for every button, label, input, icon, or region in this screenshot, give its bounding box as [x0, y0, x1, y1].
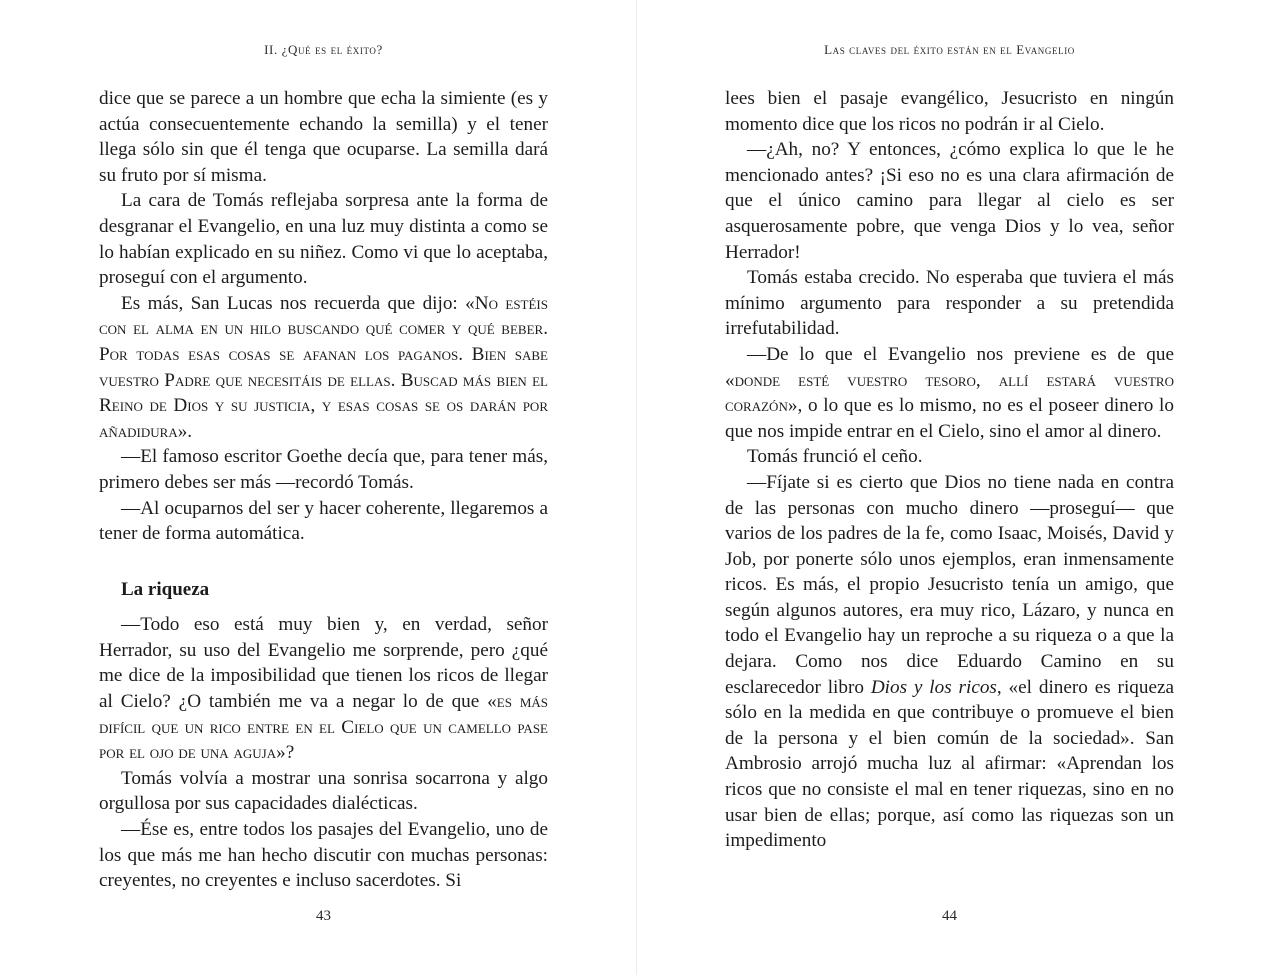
running-head-left: II. ¿Qué es el éxito?: [264, 42, 383, 57]
running-head-right: Las claves del éxito están en el Evangelio: [824, 42, 1075, 57]
left-page: [0, 0, 636, 975]
left-page-body: [99, 86, 548, 894]
paragraph: —Ése es, entre todos los pasajes del Evangelio, uno de los que más me han hecho discutir con muchas personas: creyentes, no creyentes e incluso sacerdotes. Si: [99, 819, 548, 892]
paragraph-text: ?: [285, 742, 295, 764]
paragraph: [99, 612, 548, 766]
book-title: Dios y los ricos: [870, 676, 997, 698]
paragraph: —Al ocuparnos del ser y hacer coherente, llegaremos a tener de forma automática.: [99, 497, 548, 545]
paragraph: —El famoso escritor Goethe decía que, para tener más, primero debes ser más —recordó Tomás.: [99, 446, 548, 493]
page-number-left: 43: [316, 908, 331, 924]
paragraph: lees bien el pasaje evangélico, Jesucristo en ningún momento dice que los ricos no podrán ir al Cielo.: [725, 88, 1174, 135]
paragraph-text: —De lo que el Evangelio nos previene es de que: [747, 343, 1174, 365]
paragraph: [99, 291, 548, 445]
paragraph-text: —Todo eso está muy bien y, en verdad, señor Herrador, su uso del Evangelio me sorprende, pero ¿qué me dice de la imposibilidad que tienen los ricos de llegar al Cielo? ¿O también me va a negar lo de que: [99, 614, 548, 713]
paragraph-text: , o lo que es lo mismo, no es el poseer dinero lo que nos impide entrar en el Cielo, sino el amor al dinero.: [725, 395, 1174, 442]
paragraph-text: , «el dinero es riqueza sólo en la medida en que contribuye o promueve el bien de la persona y el bien común de la sociedad». San Ambrosio arrojó mucha luz al afirmar: «Aprendan los ricos que no consiste el mal en tener riquezas, sino en no usar bien de ellas; porque, así como las riquezas son un impedimento: [725, 676, 1175, 852]
right-page: [637, 0, 1273, 975]
paragraph: La cara de Tomás reflejaba sorpresa ante la forma de desgranar el Evangelio, en una luz muy distinta a como se lo habían explicado en su niñez. Como vi que lo aceptaba, proseguí con el argumento.: [99, 190, 548, 289]
paragraph: Tomás frunció el ceño.: [747, 446, 923, 468]
gospel-quote: «donde esté vuestro tesoro, allí estará vuestro corazón»: [725, 369, 1174, 417]
gospel-quote: «es más difícil que un rico entre en el Cielo que un camello pase por el ojo de una aguja»: [99, 691, 548, 764]
right-page-body: [725, 86, 1174, 854]
paragraph-text: Es más, San Lucas nos recuerda que dijo:: [121, 292, 466, 314]
paragraph: —¿Ah, no? Y entonces, ¿cómo explica lo que le he mencionado antes? ¡Si eso no es una clara afirmación de que el único camino para llegar al cielo es ser asquerosamente pobre, que venga Dios y lo vea, señor Herrador!: [725, 139, 1174, 263]
paragraph: [725, 470, 1174, 854]
paragraph: dice que se parece a un hombre que echa la simiente (es y actúa consecuentemente echando la semilla) y el tener llega sólo sin que él tenga que ocuparse. La semilla dará su fruto por sí misma.: [99, 88, 548, 186]
paragraph-text: —Fíjate si es cierto que Dios no tiene nada en contra de las personas con mucho dinero —proseguí— que varios de los padres de la fe, como Isaac, Moisés, David y Job, por ponerte sólo unos ejemplos, eran inmensamente ricos. Es más, el propio Jesucristo tenía un amigo, que según algunos autores, era muy rico, Lázaro, y nunca en todo el Evangelio hay un reproche a su riqueza o a que la dejara. Como nos dice Eduardo Camino en su esclarecedor libro: [725, 471, 1174, 698]
gospel-quote: «No estéis con el alma en un hilo buscando qué comer y qué beber. Por todas esas cosas se afanan los paganos. Bien sabe vuestro Padre que necesitáis de ellas. Buscad más bien el Reino de Dios y su justicia, y esas cosas se os darán por añadidura».: [99, 292, 548, 442]
page-number-right: 44: [942, 908, 957, 924]
paragraph: Tomás estaba crecido. No esperaba que tuviera el más mínimo argumento para responder a su pretendida irrefutabilidad.: [725, 267, 1174, 340]
section-heading: La riqueza: [121, 578, 210, 600]
paragraph: [725, 342, 1174, 444]
paragraph: Tomás volvía a mostrar una sonrisa socarrona y algo orgullosa por sus capacidades dialécticas.: [99, 767, 548, 815]
